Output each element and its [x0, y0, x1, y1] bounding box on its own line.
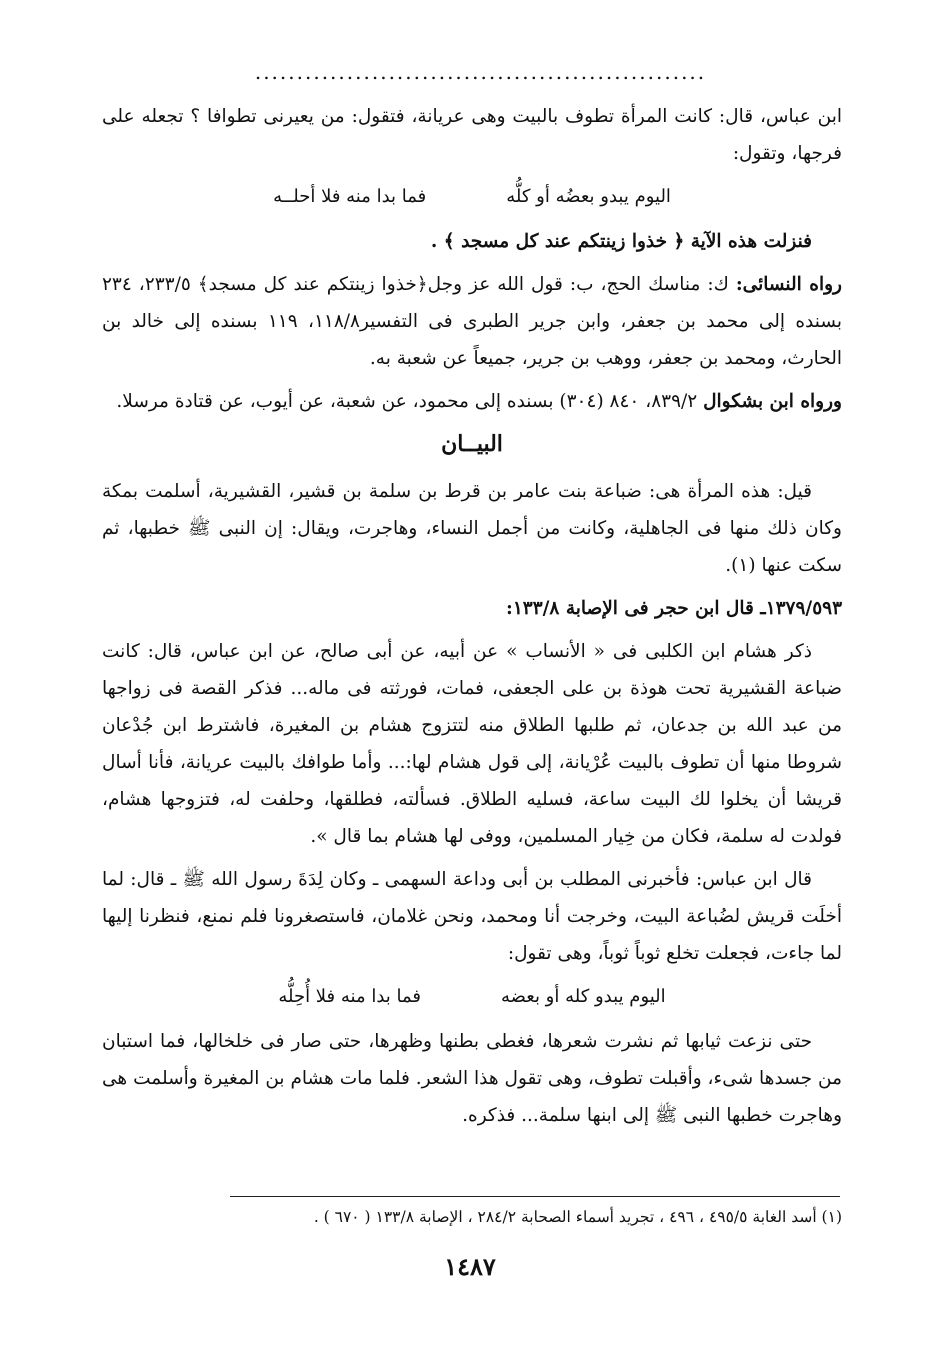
nasai-label: رواه النسائى:: [735, 274, 842, 295]
verse-2-second-hemistich: فما بدا منه فلا أُحِلُّه: [278, 986, 421, 1007]
bashkuwal-paragraph: [102, 383, 842, 420]
intro-paragraph: ابن عباس، قال: كانت المرأة تطوف بالبيت وهى عريانة، فتقول: من يعيرنى تطوافا ؟ تجعله على فرجها، وتقول:: [102, 106, 842, 164]
nasai-paragraph: [102, 266, 842, 377]
verse-2-first-hemistich: اليوم يبدو كله أو بعضه: [501, 986, 666, 1007]
verse-line-1: [102, 178, 842, 215]
verse-line-2: [102, 978, 842, 1015]
entry-heading: ١٣٧٩/٥٩٣ـ قال ابن حجر فى الإصابة ١٣٣/٨:: [506, 598, 842, 619]
verse-1-first-hemistich: اليوم يبدو بعضُه أو كلُّه: [506, 186, 671, 207]
footnote: (١) أسد الغابة ٤٩٥/٥ ، ٤٩٦ ، تجريد أسماء الصحابة ٢٨٤/٢ ، الإصابة ١٣٣/٨ ( ٦٧٠ ) .: [313, 1208, 842, 1226]
top-dotted-rule: ......................................................: [254, 62, 707, 82]
revelation-line: فنزلت هذه الآية ﴿ خذوا زينتكم عند كل مسجد ﴾ .: [430, 231, 812, 252]
kalbi-paragraph: ذكر هشام ابن الكلبى فى « الأنساب » عن أبيه، عن أبى صالح، عن ابن عباس، قال: كانت ضباعة القشيرية تحت هوذة بن على الجعفى، فمات، فورثته فى ماله... فذكر القصة فى زواجها من عبد الله بن جدعان، ثم طلبها الطلاق منه لتتزوج هشام بن المغيرة، فاشترط ابن جُدْعان شروطا منها أن تطوف بالبيت عُرْيانة، إلى قول هشام لها:... وأما طوافك بالبيت عريانة، فأنا أسال قريشا أن يخلوا لك البيت ساعة، فسليه الطلاق. فسألته، فطلقها، وحلفت له، فتزوجها هشام، فولدت له سلمة، فكان من خِيار المسلمين، ووفى لها هشام بما قال ».: [102, 641, 842, 847]
nasai-text: ك: مناسك الحج، ب: قول الله عز وجل﴿خذوا زينتكم عند كل مسجد﴾ ٢٣٣/٥، ٢٣٤ بسنده إلى محمد بن جعفر، وابن جرير الطبرى فى التفسير١١٨/٨، ١١٩ بسنده إلى خالد بن الحارث، ومحمد بن جعفر، ووهب بن جرير، جميعاً عن شعبة به.: [102, 274, 843, 369]
section-heading: البيــان: [441, 431, 503, 457]
ibn-abbas-paragraph: قال ابن عباس: فأخبرنى المطلب بن أبى وداعة السهمى ـ وكان لِدَةَ رسول الله ﷺ ـ قال: لما أخلَت قريش لضُباعة البيت، وخرجت أنا ومحمد، ونحن غلامان، فاستصغرونا فلم نمنع، فنظرنا إليها لما جاءت، فجعلت تخلع ثوباً ثوباً، وهى تقول:: [102, 869, 842, 964]
footnote-divider: [230, 1196, 840, 1197]
bayan-paragraph: قيل: هذه المرأة هى: ضباعة بنت عامر بن قرط بن سلمة بن قشير، القشيرية، أسلمت بمكة وكان ذلك منها فى الجاهلية، وكانت من أجمل النساء، وهاجرت، ويقال: إن النبى ﷺ خطبها، ثم سكت عنها (١).: [102, 481, 842, 576]
ending-paragraph: حتى نزعت ثيابها ثم نشرت شعرها، فغطى بطنها وظهرها، حتى صار فى خلخالها، فما استبان من جسدها شىء، وأقبلت تطوف، وهى تقول هذا الشعر. فلما مات هشام بن المغيرة وأسلمت هى وهاجرت خطبها النبى ﷺ إلى ابنها سلمة... فذكره.: [102, 1031, 842, 1126]
verse-1-second-hemistich: فما بدا منه فلا أحلــه: [273, 186, 427, 207]
bashkuwal-label: ورواه ابن بشكوال: [703, 391, 842, 412]
main-text: [102, 98, 842, 1140]
bashkuwal-text: ٨٣٩/٢، ٨٤٠ (٣٠٤) بسنده إلى محمود، عن شعبة، عن أيوب، عن قتادة مرسلا.: [116, 391, 698, 412]
page-number: ١٤٨٧: [444, 1252, 496, 1281]
